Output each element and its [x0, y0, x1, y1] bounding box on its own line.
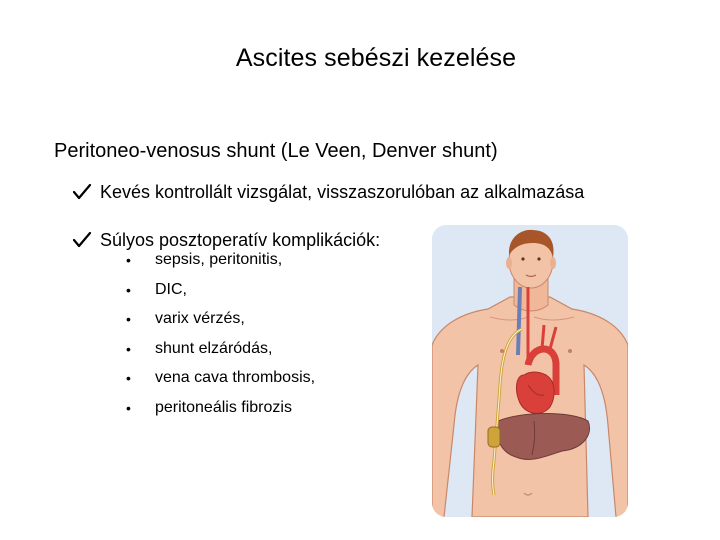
nipple [500, 349, 504, 353]
check-item-text: Kevés kontrollált vizsgálat, visszaszorulóban az alkalmazása [100, 181, 585, 202]
bullet-icon: • [126, 252, 131, 268]
slide-title: Ascites sebészi kezelése [235, 44, 517, 72]
ear [506, 257, 512, 269]
list-item [126, 250, 315, 270]
list-item [126, 280, 315, 300]
bullet-icon: • [126, 281, 131, 298]
eye [521, 257, 524, 260]
nipple [568, 349, 572, 353]
shunt-anatomy-figure [432, 225, 628, 517]
list-item [126, 398, 315, 418]
jugular-vein [518, 287, 520, 355]
anatomy-illustration [432, 225, 628, 517]
list-item-text: peritoneális fibrozis [155, 398, 292, 416]
list-item-text: varix vérzés, [155, 310, 245, 327]
bullet-icon: • [126, 340, 131, 357]
checkmark-icon [72, 183, 92, 201]
bullet-icon: • [126, 311, 131, 327]
check-item [72, 181, 584, 203]
bullet-icon: • [126, 370, 131, 386]
list-item-text: sepsis, peritonitis, [155, 251, 283, 268]
complications-list [126, 250, 315, 427]
eye [537, 257, 540, 260]
checkmark-icon [72, 231, 92, 249]
list-item-text: shunt elzáródás, [155, 339, 273, 357]
list-item [126, 339, 315, 359]
bullet-icon: • [126, 399, 131, 416]
list-item [126, 309, 315, 329]
check-item-text: Súlyos posztoperatív komplikációk: [100, 229, 381, 250]
slide-subtitle: Peritoneo-venosus shunt (Le Veen, Denver shunt) [54, 140, 498, 162]
shunt-valve [488, 427, 500, 447]
list-item-text: DIC, [155, 280, 187, 298]
list-item-text: vena cava thrombosis, [155, 369, 316, 386]
list-item [126, 368, 315, 388]
ear [550, 257, 556, 269]
